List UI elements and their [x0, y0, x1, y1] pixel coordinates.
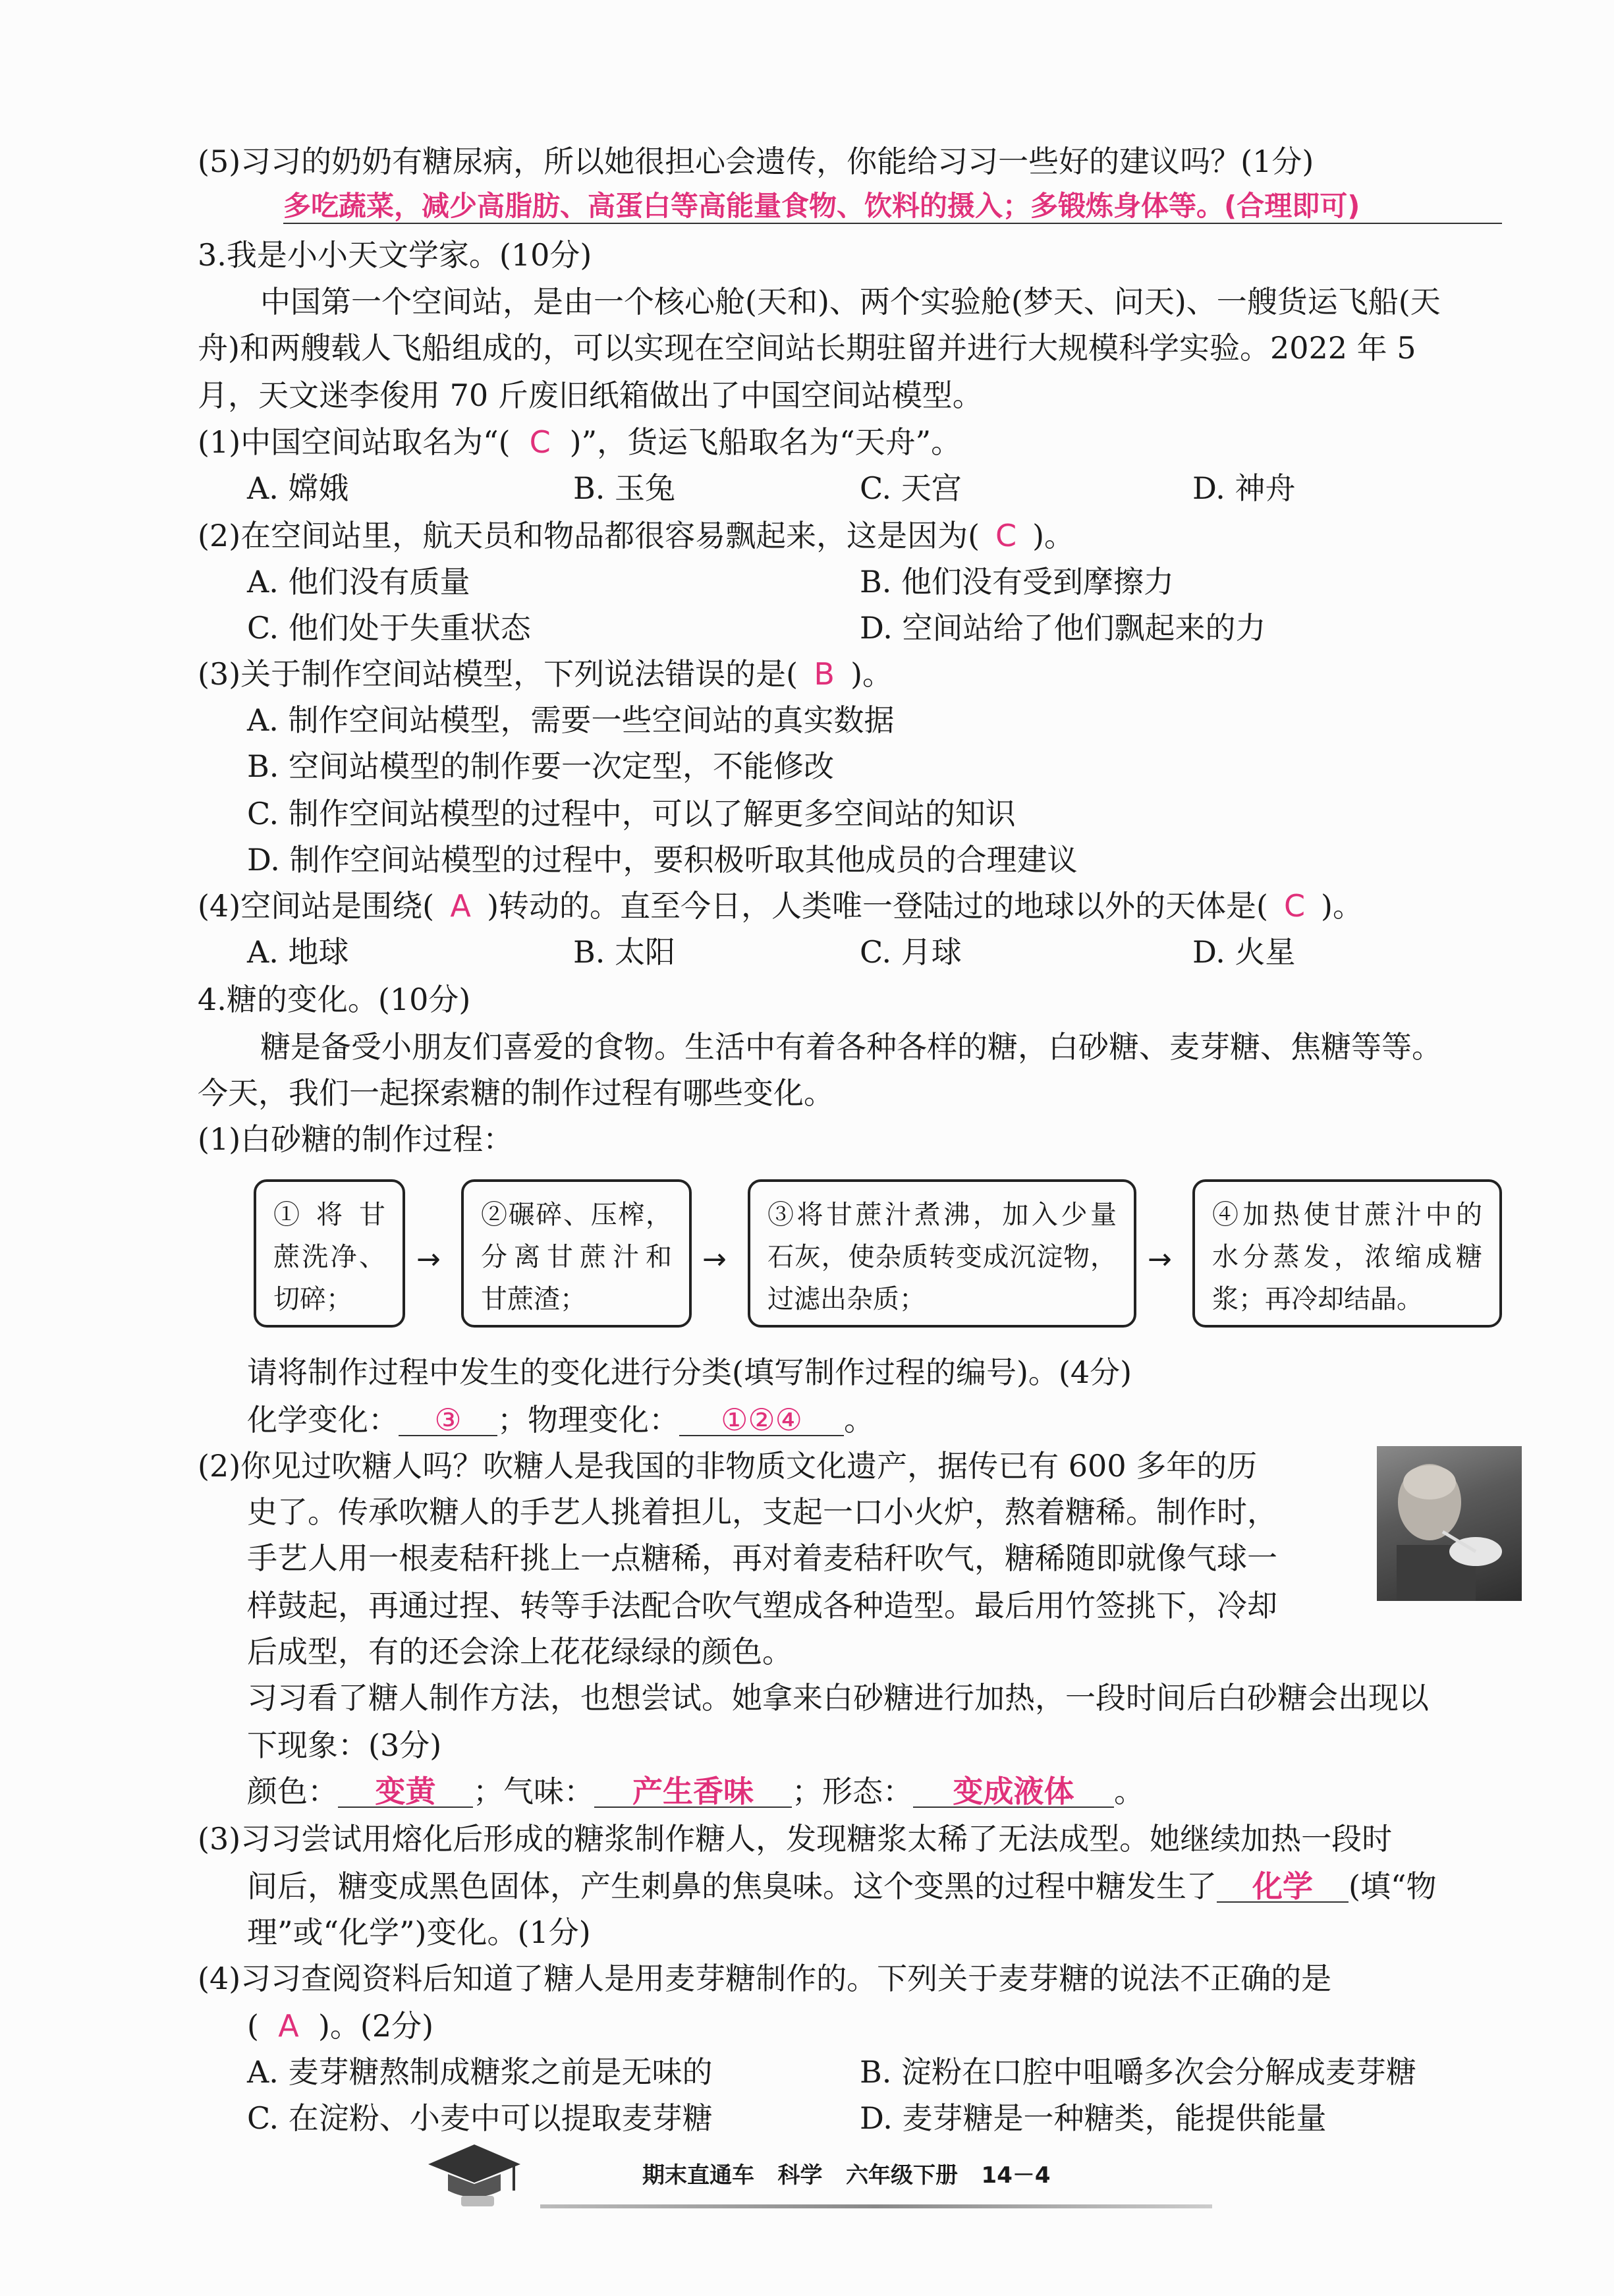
q3-2-post: )。 [1032, 518, 1075, 553]
process-step-text: ②碾碎、压榨， [481, 1200, 672, 1230]
end-mark: 。 [844, 1402, 874, 1438]
chem-answer: ③ [399, 1405, 497, 1436]
q3-4-question [198, 888, 1363, 924]
q4-2-line: 样鼓起，再通过捏、转等手法配合吹气塑成各种造型。最后用竹签挑下，冷却 [247, 1588, 1277, 1623]
q3-2-option: C. 他们处于失重状态 [247, 610, 531, 646]
q4-2-line: 史了。传承吹糖人的手艺人挑着担儿，支起一口小火炉，熬着糖稀。制作时， [247, 1494, 1277, 1530]
process-step-2 [461, 1179, 692, 1328]
end-mark: 。 [1114, 1774, 1144, 1809]
q4-2-line: 习习看了糖人制作方法，也想尝试。她拿来白砂糖进行加热，一段时间后白砂糖会出现以 [247, 1680, 1429, 1716]
q3-intro-line: 中国第一个空间站，是由一个核心舱(天和)、两个实验舱(梦天、问天)、一艘货运飞船(天 [260, 284, 1441, 320]
q4-3-answer: 化学 [1217, 1871, 1349, 1903]
q3-3-option: C. 制作空间站模型的过程中，可以了解更多空间站的知识 [247, 796, 1016, 831]
process-step-text: ③将甘蔗汁煮沸，加入少量 [767, 1200, 1117, 1230]
q3-4-answer-2: C [1283, 888, 1306, 924]
q4-2-line: 手艺人用一根麦秸秆挑上一点糖稀，再对着麦秸秆吹气，糖稀随即就像气球一 [247, 1540, 1277, 1576]
q3-4-post: )。 [1321, 888, 1363, 924]
phys-label: ；物理变化： [497, 1402, 679, 1438]
process-step-text: ① 将 甘 [273, 1200, 385, 1230]
q3-3-option: B. 空间站模型的制作要一次定型，不能修改 [247, 748, 835, 784]
form-label: ；形态： [792, 1774, 913, 1809]
q4-2-line: (2)你见过吹糖人吗？吹糖人是我国的非物质文化遗产，据传已有 600 多年的历 [198, 1448, 1258, 1484]
process-step-text: 切碎； [273, 1284, 352, 1314]
q3-2-option: B. 他们没有受到摩擦力 [860, 564, 1175, 600]
footer-divider [540, 2204, 1212, 2208]
sugar-blowing-photo [1377, 1446, 1522, 1601]
arrow-icon: → [702, 1243, 727, 1276]
q4-3-post: (填“物 [1349, 1868, 1437, 1904]
graduation-cap-icon [422, 2138, 527, 2210]
color-answer: 变黄 [338, 1776, 473, 1808]
arrow-icon: → [1148, 1243, 1172, 1276]
q3-1-option: A. 嫦娥 [247, 470, 349, 506]
q3-2-question [198, 520, 1074, 551]
q3-2-option: A. 他们没有质量 [247, 564, 470, 600]
q4-4-post: )。(2分) [318, 2008, 434, 2044]
q4-3-line [247, 1868, 1437, 1904]
q3-1-pre: (1)中国空间站取名为“( [198, 424, 511, 460]
q3-2-option: D. 空间站给了他们飘起来的力 [860, 610, 1266, 646]
q3-4-answer-1: A [450, 888, 471, 924]
q3-1-option: D. 神舟 [1192, 470, 1296, 506]
q3-1-post: )”，货运飞船取名为“天舟”。 [569, 424, 962, 460]
process-step-text: ④加热使甘蔗汁中的 [1212, 1200, 1482, 1230]
q3-3-post: )。 [850, 656, 893, 692]
q3-1-answer: C [529, 424, 551, 460]
q4-3-line: (3)习习尝试用熔化后形成的糖浆制作糖人，发现糖浆太稀了无法成型。她继续加热一段时 [198, 1821, 1393, 1857]
q2-5-answer: 多吃蔬菜，减少高脂肪、高蛋白等高能量食物、饮料的摄入；多锻炼身体等。(合理即可) [283, 192, 1502, 224]
q3-4-pre: (4)空间站是围绕( [198, 888, 435, 924]
classify-answers [247, 1402, 874, 1438]
q4-4-pre: ( [247, 2008, 259, 2044]
q3-intro-line: 舟)和两艘载人飞船组成的，可以实现在空间站长期驻留并进行大规模科学实验。2022 年 5 [198, 330, 1416, 366]
q3-2-pre: (2)在空间站里，航天员和物品都很容易飘起来，这是因为( [198, 518, 980, 553]
process-step-text: 浆；再冷却结晶。 [1212, 1284, 1423, 1314]
q4-4-answer: A [278, 2008, 299, 2044]
q3-1-option: B. 玉兔 [573, 470, 676, 506]
q3-4-option: B. 太阳 [573, 934, 676, 970]
q3-4-option: A. 地球 [247, 934, 349, 970]
q4-4-line [247, 2008, 434, 2044]
q4-intro-line: 今天，我们一起探索糖的制作过程有哪些变化。 [198, 1075, 834, 1111]
q4-2-line: 下现象：(3分) [247, 1727, 442, 1763]
process-step-text: 水分蒸发，浓缩成糖 [1212, 1242, 1482, 1272]
q4-1-title: (1)白砂糖的制作过程： [198, 1121, 514, 1157]
q3-3-option: D. 制作空间站模型的过程中，要积极听取其他成员的合理建议 [247, 842, 1078, 878]
process-step-text: 甘蔗渣； [481, 1284, 586, 1314]
q4-4-option: D. 麦芽糖是一种糖类，能提供能量 [860, 2100, 1327, 2136]
process-step-text: 蔗洗净、 [273, 1242, 385, 1272]
q3-4-option: C. 月球 [860, 934, 962, 970]
q3-2-answer: C [995, 518, 1017, 553]
q3-4-option: D. 火星 [1192, 934, 1296, 970]
q3-4-mid: )转动的。直至今日，人类唯一登陆过的地球以外的天体是( [487, 888, 1269, 924]
q4-3-line: 理”或“化学”)变化。(1分) [247, 1915, 591, 1950]
q3-3-answer: B [814, 656, 835, 692]
q3-3-pre: (3)关于制作空间站模型，下列说法错误的是( [198, 656, 798, 692]
q3-1-option: C. 天宫 [860, 470, 962, 506]
smell-label: ；气味： [473, 1774, 594, 1809]
process-step-3 [748, 1179, 1136, 1328]
process-step-1 [254, 1179, 405, 1328]
q4-4-option: C. 在淀粉、小麦中可以提取麦芽糖 [247, 2100, 713, 2136]
process-step-text: 过滤出杂质； [767, 1284, 926, 1314]
q3-1-question [198, 424, 962, 460]
process-step-text: 石灰，使杂质转变成沉淀物， [767, 1242, 1117, 1272]
arrow-icon: → [416, 1243, 441, 1276]
q3-heading: 3.我是小小天文学家。(10分) [198, 237, 592, 273]
q2-5-question: (5)习习的奶奶有糖尿病，所以她很担心会遗传，你能给习习一些好的建议吗？(1分) [198, 144, 1314, 179]
sugar-phenomena [247, 1776, 1144, 1808]
q4-3-pre: 间后，糖变成黑色固体，产生刺鼻的焦臭味。这个变黑的过程中糖发生了 [247, 1868, 1217, 1904]
q4-4-option: A. 麦芽糖熬制成糖浆之前是无味的 [247, 2054, 713, 2090]
q3-3-question [198, 656, 893, 692]
q4-intro-line: 糖是备受小朋友们喜爱的食物。生活中有着各种各样的糖，白砂糖、麦芽糖、焦糖等等。 [260, 1029, 1442, 1065]
phys-answer: ①②④ [679, 1405, 844, 1436]
color-label: 颜色： [247, 1774, 338, 1809]
q3-intro-line: 月，天文迷李俊用 70 斤废旧纸箱做出了中国空间站模型。 [198, 378, 983, 413]
chem-label: 化学变化： [247, 1402, 399, 1438]
form-answer: 变成液体 [913, 1776, 1114, 1808]
process-step-4 [1192, 1179, 1502, 1328]
smell-answer: 产生香味 [594, 1776, 792, 1808]
q4-4-option: B. 淀粉在口腔中咀嚼多次会分解成麦芽糖 [860, 2054, 1417, 2090]
q3-3-option: A. 制作空间站模型，需要一些空间站的真实数据 [247, 702, 895, 738]
q4-2-line: 后成型，有的还会涂上花花绿绿的颜色。 [247, 1634, 793, 1669]
q4-heading: 4.糖的变化。(10分) [198, 982, 471, 1017]
q4-4-line: (4)习习查阅资料后知道了糖人是用麦芽糖制作的。下列关于麦芽糖的说法不正确的是 [198, 1961, 1332, 1996]
process-step-text: 分离甘蔗汁和 [481, 1242, 672, 1272]
footer-text: 期末直通车 科学 六年级下册 14－4 [642, 2162, 1051, 2189]
classify-prompt: 请将制作过程中发生的变化进行分类(填写制作过程的编号)。(4分) [247, 1355, 1132, 1390]
